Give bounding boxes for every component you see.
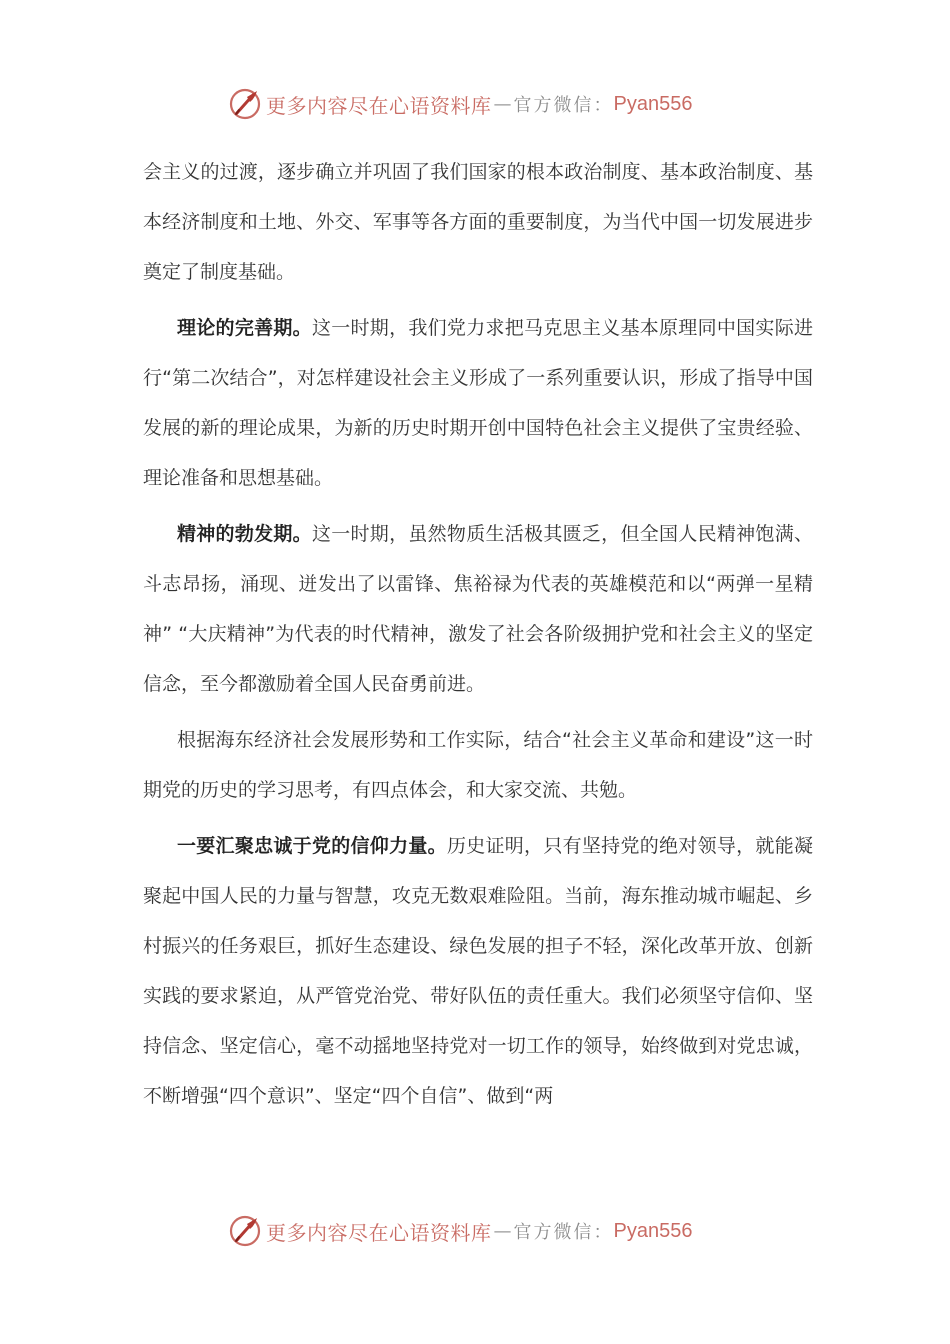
paragraph-text: 这一时期，我们党力求把马克思主义基本原理同中国实际进行“第二次结合”，对怎样建设社会主义形成了一系列重要认识，形成了指导中国发展的新的理论成果，为新的历史时期开创中国特色社会主义提供了宝贵经验、理论准备和思想基础。 [143, 317, 813, 489]
paragraph-spirit [143, 509, 813, 709]
paragraph-heading: 一要汇聚忠诚于党的信仰力量。 [177, 835, 447, 857]
paragraph-text: 这一时期，虽然物质生活极其匮乏，但全国人民精神饱满、斗志昂扬，涌现、迸发出了以雷锋、焦裕禄为代表的英雄模范和以“两弹一星精神” “大庆精神”为代表的时代精神，激发了社会各阶级拥护党和社会主义的坚定信念，至今都激励着全国人民奋勇前进。 [143, 523, 813, 695]
paragraph-loyalty [143, 821, 813, 1121]
footer-wechat-account: Pyan556 [613, 1219, 693, 1242]
paragraph-intro [143, 715, 813, 815]
footer-contact-label: 官方微信： [513, 1222, 614, 1243]
quill-pen-logo-icon [228, 1214, 262, 1248]
footer-dash: — [493, 1220, 512, 1242]
paragraph-text: 会主义的过渡，逐步确立并巩固了我们国家的根本政治制度、基本政治制度、基本经济制度和土地、外交、军事等各方面的重要制度，为当代中国一切发展进步奠定了制度基础。 [143, 161, 813, 283]
paragraph-theory [143, 303, 813, 503]
header-brand-text: 更多内容尽在心语资料库 [266, 93, 492, 118]
header-banner [228, 84, 692, 124]
header-dash: — [493, 93, 512, 115]
footer-brand-text: 更多内容尽在心语资料库 [266, 1220, 492, 1245]
quill-pen-logo-icon [228, 87, 262, 121]
paragraph-heading: 理论的完善期。 [177, 317, 312, 339]
footer-banner [228, 1211, 692, 1251]
document-body [143, 147, 813, 1127]
paragraph-continuation [143, 147, 813, 297]
header-contact-label: 官方微信： [513, 95, 614, 116]
header-wechat-account: Pyan556 [613, 92, 693, 115]
paragraph-heading: 精神的勃发期。 [177, 523, 312, 545]
paragraph-text: 历史证明，只有坚持党的绝对领导，就能凝聚起中国人民的力量与智慧，攻克无数艰难险阻。当前，海东推动城市崛起、乡村振兴的任务艰巨，抓好生态建设、绿色发展的担子不轻，深化改革开放、创新实践的要求紧迫，从严管党治党、带好队伍的责任重大。我们必须坚守信仰、坚持信念、坚定信心，毫不动摇地坚持党对一切工作的领导，始终做到对党忠诚，不断增强“四个意识”、坚定“四个自信”、做到“两 [143, 835, 813, 1107]
paragraph-text: 根据海东经济社会发展形势和工作实际，结合“社会主义革命和建设”这一时期党的历史的学习思考，有四点体会，和大家交流、共勉。 [143, 729, 813, 801]
